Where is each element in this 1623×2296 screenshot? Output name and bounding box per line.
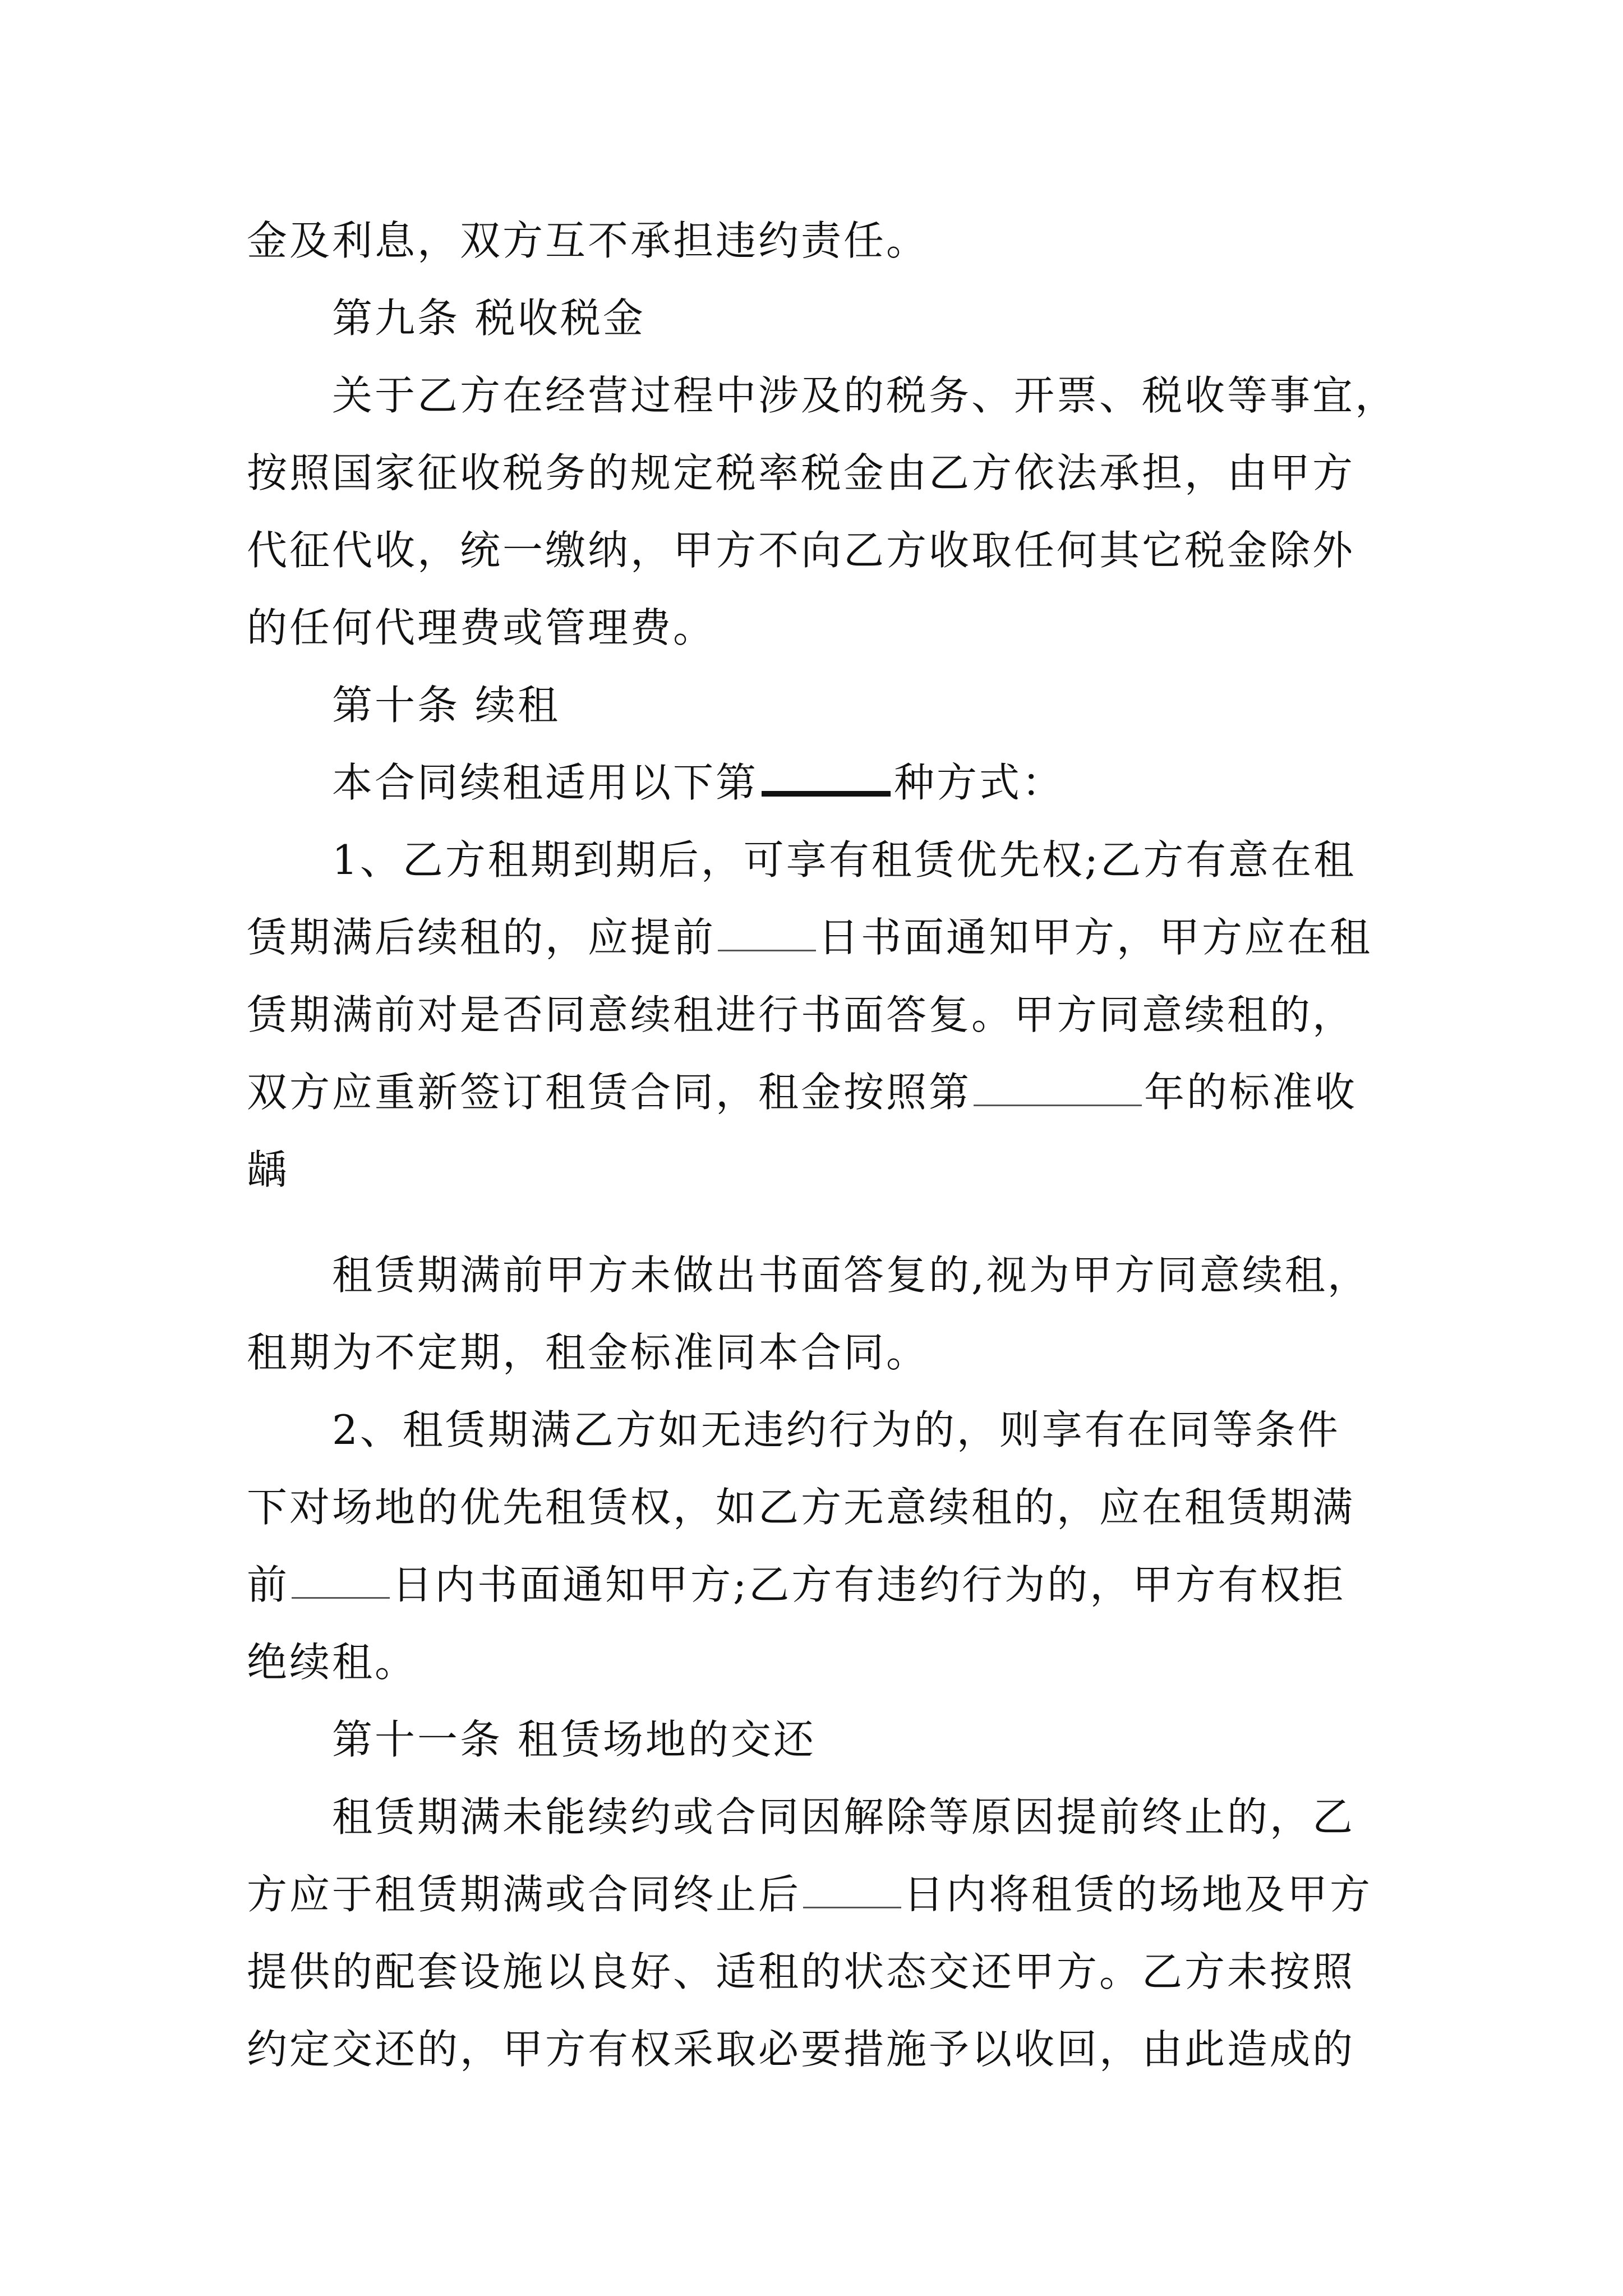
- text-fragment: 本合同续租适用以下第: [332, 759, 759, 806]
- fill-in-blank[interactable]: [718, 916, 816, 951]
- paragraph-line: 2、租赁期满乙方如无违约行为的，则享有在同等条件: [332, 1406, 1340, 1453]
- paragraph-line: 租赁期满前甲方未做出书面答复的,视为甲方同意续租，: [332, 1251, 1370, 1299]
- paragraph-line: 龋: [247, 1146, 290, 1193]
- text-fragment: 赁期满后续租的，应提前: [247, 914, 716, 961]
- paragraph-line: [247, 1053, 1385, 1131]
- text-fragment: 日书面通知甲方，甲方应在租: [818, 914, 1373, 961]
- paragraph-line: [247, 1856, 1385, 1933]
- paragraph-line: 代征代收，统一缴纳，甲方不向乙方收取任何其它税金除外: [247, 527, 1355, 574]
- paragraph-line: [247, 1546, 1385, 1623]
- paragraph-line: 租赁期满未能续约或合同因解除等原因提前终止的，乙: [332, 1793, 1355, 1841]
- document-body: [247, 202, 1398, 2088]
- text-fragment: 种方式：: [894, 759, 1065, 806]
- text-fragment: 日内将租赁的场地及甲方: [903, 1871, 1373, 1918]
- paragraph-line: 提供的配套设施以良好、适租的状态交还甲方。乙方未按照: [247, 1948, 1355, 1995]
- text-fragment: 方应于租赁期满或合同终止后: [247, 1871, 801, 1918]
- paragraph-line: [247, 899, 1385, 976]
- paragraph-line: 金及利息，双方互不承担违约责任。: [247, 217, 929, 264]
- paragraph-line: 约定交还的，甲方有权采取必要措施予以收回，由此造成的: [247, 2026, 1355, 2073]
- text-fragment: 日内书面通知甲方;乙方有违约行为的，甲方有权拒: [392, 1561, 1346, 1608]
- fill-in-blank[interactable]: [803, 1873, 901, 1908]
- fill-in-blank[interactable]: [292, 1563, 390, 1599]
- paragraph-line: 1、乙方租期到期后，可享有租赁优先权;乙方有意在租: [332, 836, 1357, 884]
- text-fragment: 前: [247, 1561, 290, 1608]
- paragraph-line: 的任何代理费或管理费。: [247, 604, 716, 651]
- article-11-heading: 第十一条 租赁场地的交还: [332, 1716, 816, 1763]
- text-fragment: 双方应重新签订租赁合同，租金按照第: [247, 1069, 972, 1116]
- article-10-heading: 第十条 续租: [332, 682, 560, 729]
- paragraph-gap: [247, 1208, 1385, 1236]
- text-fragment: 年的标准收: [1144, 1069, 1358, 1116]
- paragraph-line: 赁期满前对是否同意续租进行书面答复。甲方同意续租的，: [247, 991, 1355, 1038]
- paragraph-line: 下对场地的优先租赁权，如乙方无意续租的，应在租赁期满: [247, 1484, 1355, 1531]
- paragraph-line: [247, 744, 1385, 821]
- article-9-heading: 第九条 税收税金: [332, 295, 645, 342]
- paragraph-line: 按照国家征收税务的规定税率税金由乙方依法承担，由甲方: [247, 449, 1355, 496]
- paragraph-line: 绝续租。: [247, 1639, 418, 1686]
- fill-in-blank[interactable]: [974, 1071, 1142, 1106]
- paragraph-line: 租期为不定期，租金标准同本合同。: [247, 1329, 929, 1376]
- fill-in-blank[interactable]: [762, 757, 891, 797]
- paragraph-line: 关于乙方在经营过程中涉及的税务、开票、税收等事宜，: [332, 372, 1398, 419]
